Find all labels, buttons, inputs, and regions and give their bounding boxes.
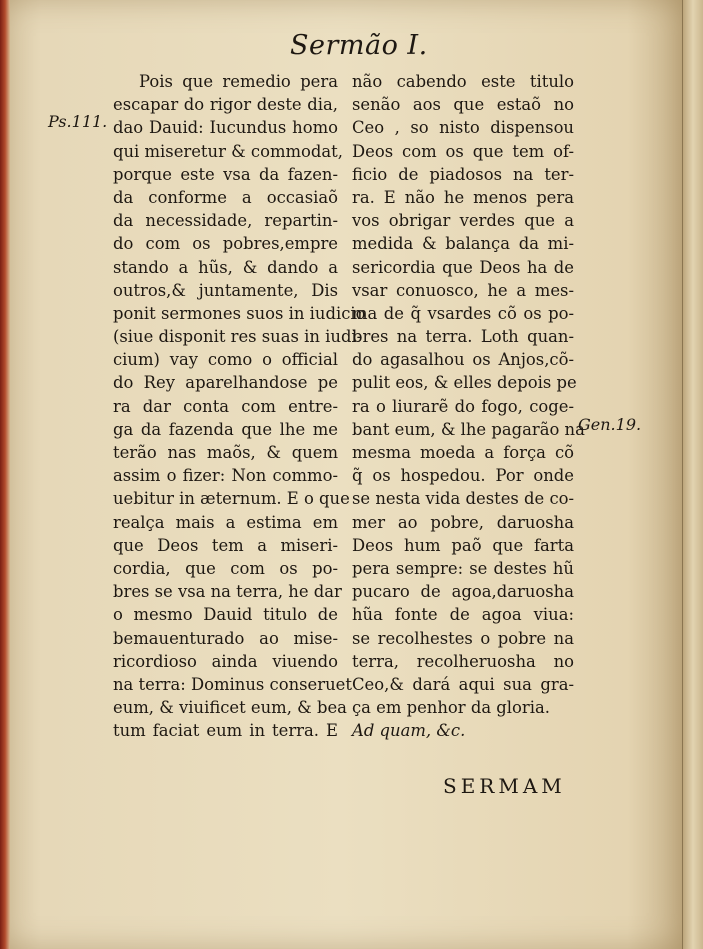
text-line: ra o liurarẽ do fogo, coge- [352, 396, 574, 416]
text-line: stando a hũs, & dando a [113, 257, 338, 277]
text-line: ga da fazenda que lhe me [113, 419, 338, 439]
text-line: outros,& juntamente, Dis [113, 280, 338, 300]
text-line: se nesta vida destes de co- [352, 489, 575, 509]
text-line: hũa fonte de agoa viua: [352, 605, 574, 625]
text-line: porque este vsa da fazen- [113, 164, 338, 184]
text-line: senão aos que estaõ no [352, 95, 574, 115]
text-line: não cabendo este titulo [352, 72, 574, 91]
text-line: Ceo,& dará aqui sua gra- [352, 674, 574, 694]
text-line: do com os pobres,empre [113, 234, 338, 254]
text-line: ponit sermones suos in iudicio [113, 303, 366, 323]
text-line: mer ao pobre, daruosha [352, 512, 574, 532]
text-line: (siue disponit res suas in iudi- [113, 327, 363, 347]
page-edge-left [0, 0, 10, 949]
text-line: q̃ os hospedou. Por onde [352, 466, 574, 486]
text-line: sericordia que Deos ha de [352, 257, 574, 277]
text-line: terão nas maõs, & quem [113, 443, 338, 462]
text-line: ma de q̃ vsardes cõ os po- [352, 303, 574, 323]
text-line: bemauenturado ao mise- [113, 628, 338, 648]
text-line: do Rey aparelhandose pe [113, 373, 338, 393]
text-line: Deos hum paõ que farta [352, 535, 574, 555]
text-line: do agasalhou os Anjos,cõ- [352, 350, 574, 370]
text-line: assim o fizer: Non commo- [113, 466, 338, 486]
text-line: Ceo , so nisto dispensou [352, 118, 574, 138]
text-line: que Deos tem a miseri- [113, 535, 338, 555]
text-line: uebitur in æternum. E o que [113, 489, 350, 509]
text-line: Deos com os que tem of- [352, 141, 574, 161]
text-line: pulit eos, & elles depois pe [352, 373, 577, 393]
text-line: vsar conuosco, he a mes- [352, 280, 574, 300]
text-line: ricordioso ainda viuendo [113, 651, 338, 671]
text-line: vos obrigar verdes que a [352, 211, 574, 231]
text-line: se recolhestes o pobre na [352, 628, 574, 648]
text-line: pucaro de agoa,daruosha [352, 582, 574, 602]
text-line: cium) vay como o official [113, 350, 338, 370]
next-page-edge [682, 0, 703, 949]
margin-note-psalm: Ps.111. [48, 112, 108, 131]
text-line: medida & balança da mi- [352, 234, 574, 254]
text-line: ça em penhor da gloria. [352, 698, 550, 718]
text-line: ficio de piadosos na ter- [352, 164, 574, 184]
text-line: qui miseretur & commodat, [113, 141, 343, 161]
text-line: eum, & viuificet eum, & bea [113, 698, 347, 718]
text-line: realça mais a estima em [113, 512, 338, 532]
text-line: da conforme a occasiaõ [113, 187, 338, 207]
running-header: Sermão I. [290, 30, 428, 61]
text-line: Pois que remedio pera [139, 72, 338, 91]
text-column-right [352, 70, 585, 742]
text-line: bres na terra. Loth quan- [352, 327, 574, 347]
text-column-left [113, 70, 366, 742]
text-line: ra dar conta com entre- [113, 396, 338, 416]
text-line: na terra: Dominus conseruet [113, 674, 352, 694]
text-line: tum faciat eum in terra. E [113, 721, 338, 741]
text-line: dao Dauid: Iucundus homo [113, 118, 338, 138]
margin-note-genesis: Gen.19. [578, 415, 642, 434]
text-line: mesma moeda a força cõ [352, 443, 574, 462]
text-line: ra. E não he menos pera [352, 187, 574, 207]
text-line: da necessidade, repartin- [113, 211, 338, 231]
text-line: bres se vsa na terra, he dar [113, 582, 342, 602]
text-line: bant eum, & lhe pagarão na [352, 419, 585, 439]
text-line: cordia, que com os po- [113, 558, 338, 578]
text-line: o mesmo Dauid titulo de [113, 605, 338, 625]
text-line-closing: Ad quam, &c. [352, 721, 466, 741]
text-line: terra, recolheruosha no [352, 651, 574, 671]
text-line: pera sempre: se destes hũ [352, 558, 574, 578]
catchword: SERMAM [443, 774, 566, 798]
text-line: escapar do rigor deste dia, [113, 95, 338, 115]
